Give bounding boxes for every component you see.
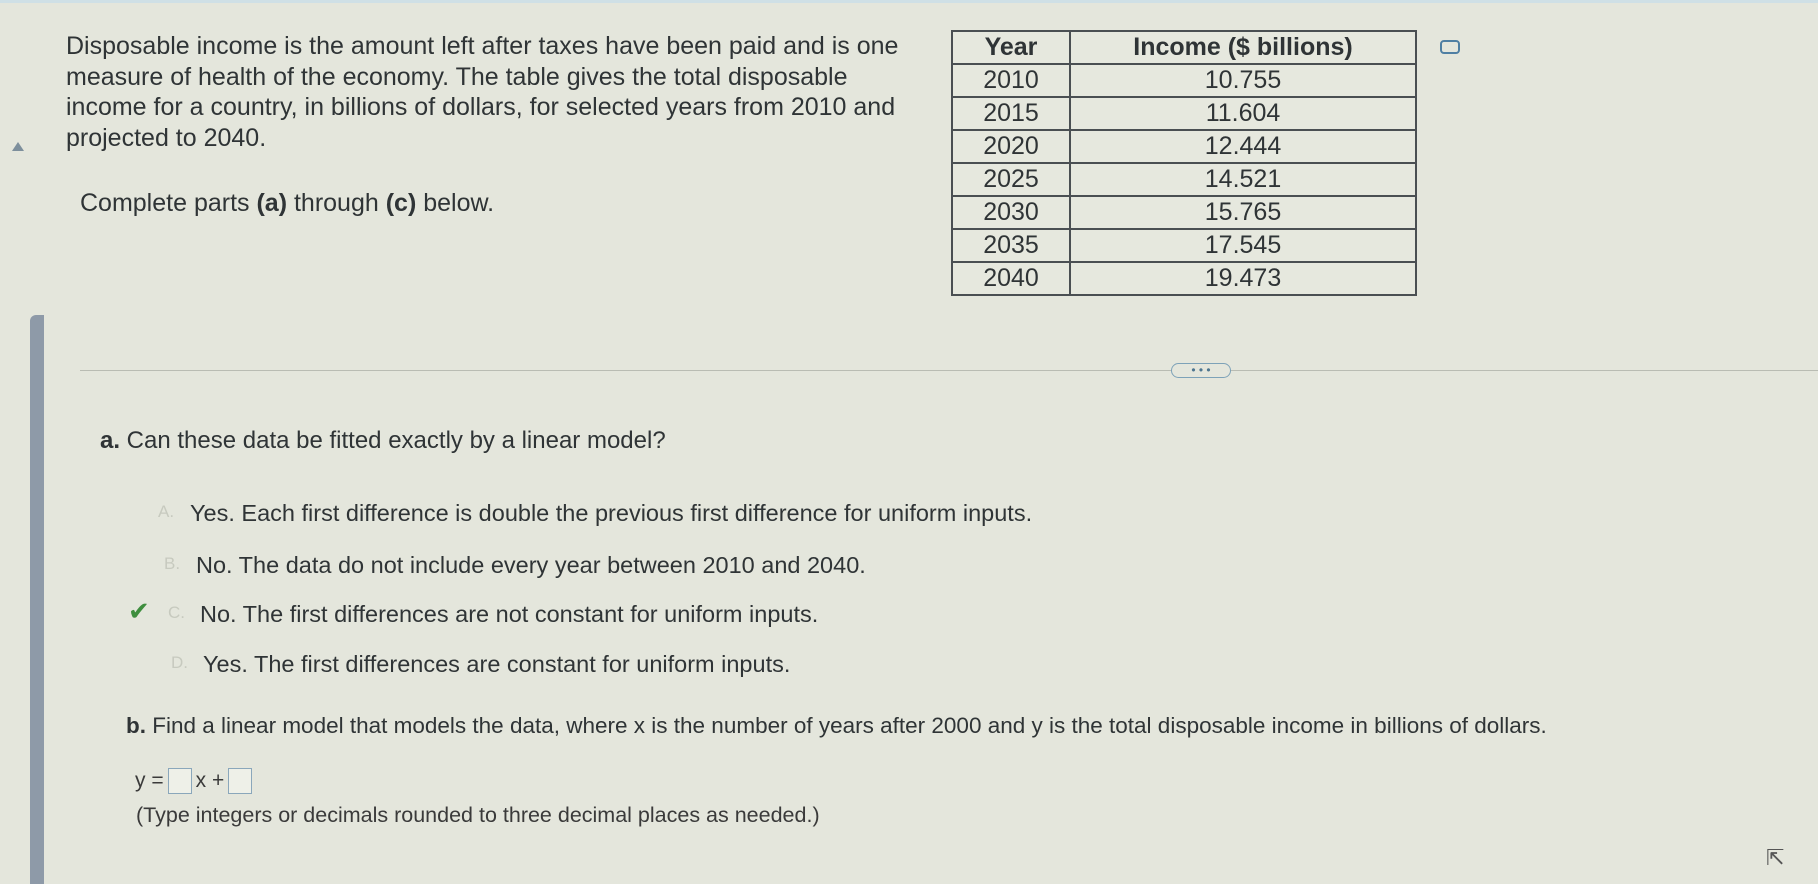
complete-prefix: Complete parts	[80, 189, 257, 217]
intro-line: income for a country, in billions of dollars, for selected years from 2010 and	[66, 93, 896, 121]
income-cell: 15.765	[1070, 196, 1416, 229]
collapse-arrow-icon[interactable]	[12, 142, 24, 151]
slope-input[interactable]	[168, 768, 192, 794]
year-cell: 2025	[952, 163, 1070, 196]
part-b-text: Find a linear model that models the data, where x is the number of years after 2000 and y is the total disposable income in billions of dollars.	[146, 713, 1547, 738]
complete-part-a: (a)	[256, 189, 288, 217]
part-a-label: a.	[100, 427, 121, 454]
option-text: Yes. Each first difference is double the previous first difference for uniform inputs.	[190, 500, 1033, 526]
year-cell: 2015	[952, 97, 1070, 130]
year-cell: 2030	[952, 196, 1070, 229]
income-cell: 12.444	[1070, 130, 1416, 163]
income-header: Income ($ billions)	[1070, 31, 1416, 64]
section-divider	[80, 370, 1818, 371]
equation-row	[135, 768, 252, 794]
eq-y-label: y =	[135, 769, 164, 792]
income-cell: 14.521	[1070, 163, 1416, 196]
complete-instruction	[80, 189, 494, 218]
option-c[interactable]	[168, 601, 819, 628]
intro-line: projected to 2040.	[66, 123, 267, 152]
problem-intro	[66, 31, 951, 153]
answer-hint: (Type integers or decimals rounded to three decimal places as needed.)	[136, 803, 820, 827]
year-cell: 2020	[952, 130, 1070, 163]
part-b-question	[126, 713, 1547, 739]
table-row	[952, 97, 1416, 130]
option-d[interactable]	[171, 651, 791, 678]
table-row	[952, 262, 1416, 295]
complete-part-c: (c)	[385, 189, 417, 217]
table-row	[952, 130, 1416, 163]
year-cell: 2010	[952, 64, 1070, 97]
complete-mid: through	[287, 189, 386, 217]
year-cell: 2040	[952, 262, 1070, 295]
part-a-question	[100, 427, 666, 455]
intro-line: Disposable income is the amount left after taxes have been paid and is one	[66, 32, 899, 60]
eq-x-label: x +	[195, 769, 225, 792]
top-strip	[0, 0, 1818, 3]
mouse-cursor-icon: ⇱	[1766, 845, 1785, 870]
option-text: No. The data do not include every year between 2010 and 2040.	[196, 552, 866, 578]
option-text: Yes. The first differences are constant for uniform inputs.	[203, 651, 791, 677]
option-text: No. The first differences are not constant for uniform inputs.	[200, 601, 819, 627]
complete-suffix: below.	[416, 189, 495, 217]
intercept-input[interactable]	[228, 768, 252, 794]
option-a[interactable]	[158, 500, 1033, 527]
table-row	[952, 229, 1416, 262]
income-cell: 10.755	[1070, 64, 1416, 97]
table-header-row	[952, 31, 1416, 64]
year-header: Year	[952, 31, 1070, 64]
income-cell: 19.473	[1070, 262, 1416, 295]
part-a-text: Can these data be fitted exactly by a linear model?	[120, 427, 666, 454]
expand-table-icon[interactable]	[1440, 40, 1460, 54]
option-b[interactable]	[164, 552, 866, 579]
left-rail-mask	[44, 315, 102, 884]
option-letter: C.	[168, 603, 185, 622]
more-button[interactable]: • • •	[1171, 363, 1231, 378]
income-cell: 17.545	[1070, 229, 1416, 262]
part-b-label: b.	[126, 713, 146, 738]
table-row	[952, 64, 1416, 97]
year-cell: 2035	[952, 229, 1070, 262]
income-table	[951, 30, 1417, 296]
table-row	[952, 163, 1416, 196]
checkmark-icon: ✔	[128, 596, 150, 626]
income-cell: 11.604	[1070, 97, 1416, 130]
intro-line: measure of health of the economy. The table gives the total disposable	[66, 62, 848, 91]
option-letter: D.	[171, 653, 188, 672]
option-letter: B.	[164, 554, 181, 573]
table-row	[952, 196, 1416, 229]
option-letter: A.	[158, 502, 175, 521]
